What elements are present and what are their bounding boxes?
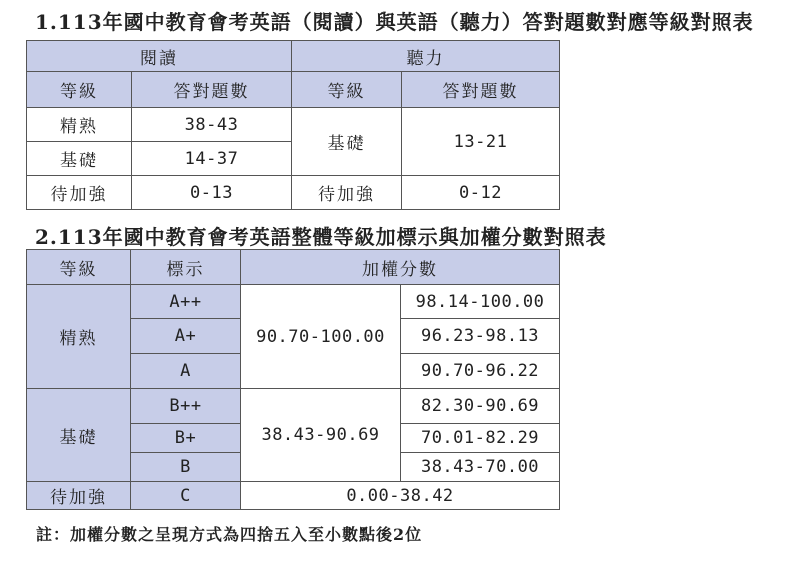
score-cell: 82.30-90.69 (401, 389, 560, 424)
grade-cell-needs-improvement: 待加強 (27, 482, 131, 510)
reading-range-cell: 14-37 (132, 142, 292, 176)
reading-grade-col-header: 等級 (27, 72, 132, 108)
grade-score-range: 38.43-90.69 (241, 389, 401, 482)
score-cell: 0.00-38.42 (241, 482, 560, 510)
listening-grade-cell: 基礎 (292, 108, 402, 176)
reading-listening-grade-table (26, 40, 560, 210)
grade-col-header: 等級 (27, 250, 131, 285)
reading-count-col-header: 答對題數 (132, 72, 292, 108)
footnote: 註：加權分數之呈現方式為四捨五入至小數點後2位 (36, 525, 423, 544)
mark-cell: B+ (131, 424, 241, 453)
score-cell: 70.01-82.29 (401, 424, 560, 453)
listening-grade-col-header: 等級 (292, 72, 402, 108)
reading-grade-cell: 精熟 (27, 108, 132, 142)
mark-col-header: 標示 (131, 250, 241, 285)
listening-count-col-header: 答對題數 (402, 72, 560, 108)
score-cell: 38.43-70.00 (401, 453, 560, 482)
listening-header: 聽力 (292, 41, 560, 72)
score-col-header: 加權分數 (241, 250, 560, 285)
mark-cell: A+ (131, 319, 241, 354)
grade-score-range: 90.70-100.00 (241, 285, 401, 389)
overall-grade-score-table (26, 249, 560, 510)
reading-grade-cell: 待加強 (27, 176, 132, 210)
mark-cell: A (131, 354, 241, 389)
table2-title: 2.113年國中教育會考英語整體等級加標示與加權分數對照表 (35, 225, 607, 249)
reading-grade-cell: 基礎 (27, 142, 132, 176)
grade-cell-basic: 基礎 (27, 389, 131, 482)
table1-title: 1.113年國中教育會考英語（閱讀）與英語（聽力）答對題數對應等級對照表 (35, 10, 754, 34)
score-cell: 96.23-98.13 (401, 319, 560, 354)
score-cell: 90.70-96.22 (401, 354, 560, 389)
reading-range-cell: 0-13 (132, 176, 292, 210)
mark-cell: A++ (131, 285, 241, 319)
score-cell: 98.14-100.00 (401, 285, 560, 319)
listening-grade-cell: 待加強 (292, 176, 402, 210)
grade-cell-proficient: 精熟 (27, 285, 131, 389)
mark-cell: B++ (131, 389, 241, 424)
listening-range-cell: 13-21 (402, 108, 560, 176)
mark-cell: C (131, 482, 241, 510)
reading-header: 閱讀 (27, 41, 292, 72)
mark-cell: B (131, 453, 241, 482)
reading-range-cell: 38-43 (132, 108, 292, 142)
listening-range-cell: 0-12 (402, 176, 560, 210)
